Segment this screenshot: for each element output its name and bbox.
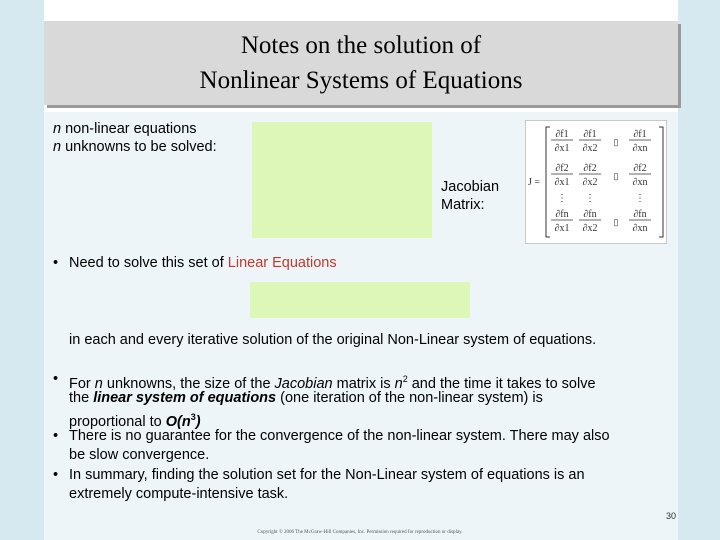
b2-n: n <box>94 375 103 392</box>
b2-jacobian: Jacobian <box>274 375 333 392</box>
copyright-notice: Copyright © 2006 The McGraw-Hill Companies, Inc. Permission required for reproduction or display. <box>257 530 463 535</box>
intro-line-1: non-linear equations <box>61 121 197 137</box>
jacobian-label-line-2: Matrix: <box>441 197 485 213</box>
jacobian-cell-0-0-denominator: ∂x1 <box>554 143 570 154</box>
intro-line-2: unknowns to be solved: <box>61 139 217 155</box>
bullet-dot-2: • <box>53 371 59 387</box>
right-bracket <box>659 127 663 237</box>
jacobian-cell-3-2-ellipsis: ▯ <box>613 217 619 227</box>
b2-l3-close: ) <box>195 413 201 430</box>
jacobian-cell-0-2-ellipsis: ▯ <box>613 137 619 147</box>
b2-big-o: O(n <box>165 413 191 430</box>
b2-text-g: and the time it takes to solve <box>407 375 596 392</box>
jacobian-cell-1-1-numerator: ∂f2 <box>583 163 597 174</box>
b2-text-a: For <box>69 375 95 392</box>
b2-text-c: unknowns, the size of the <box>102 375 275 392</box>
jacobian-cell-2-3-vdots: ⋮ <box>635 193 645 204</box>
jacobian-cell-1-1-denominator: ∂x2 <box>582 177 598 188</box>
b2-l3-a: proportional to <box>69 413 166 430</box>
bullet-4-line-2: extremely compute-intensive task. <box>69 486 289 502</box>
jacobian-cell-3-3-denominator: ∂xn <box>632 223 648 234</box>
b2-exponent: 2 <box>402 374 408 384</box>
bullet-4-line-1 <box>53 466 585 485</box>
bullet-3-line-1 <box>53 427 610 446</box>
page-number: 30 <box>666 511 677 521</box>
bullet-2-line-2 <box>69 389 543 408</box>
jacobian-label <box>441 178 499 214</box>
jacobian-cell-2-1-vdots: ⋮ <box>585 193 595 204</box>
bullet-1-continuation: in each and every iterative solution of the original Non-Linear system of equations. <box>69 332 597 348</box>
jacobian-cell-0-1-denominator: ∂x2 <box>582 143 598 154</box>
bullet-dot-3: • <box>53 428 59 444</box>
bullet-1-prefix: Need to solve this set of <box>69 255 228 271</box>
jacobian-cell-0-0-numerator: ∂f1 <box>555 129 569 140</box>
jacobian-cell-0-3-numerator: ∂f1 <box>633 129 647 140</box>
jacobian-cell-3-3-numerator: ∂fn <box>633 209 647 220</box>
jacobian-matrix-graphic <box>526 121 666 243</box>
jacobian-cell-3-0-denominator: ∂x1 <box>554 223 570 234</box>
title-line-2: Nonlinear Systems of Equations <box>199 67 523 94</box>
b2-n-squared-base: n <box>394 375 403 392</box>
jacobian-cell-2-0-vdots: ⋮ <box>557 193 567 204</box>
bullet-dot-1: • <box>53 255 59 271</box>
jacobian-cell-0-3-denominator: ∂xn <box>632 143 648 154</box>
linear-equations-box <box>250 282 470 318</box>
b2-l3-exponent: 3 <box>190 412 196 422</box>
jacobian-cell-1-2-ellipsis: ▯ <box>613 171 619 181</box>
bullet-3-line-2: be slow convergence. <box>69 447 210 463</box>
b4-text-1: In summary, finding the solution set for the Non-Linear system of equations is an <box>69 467 585 483</box>
b3-text-1: There is no guarantee for the convergence of the non-linear system. There may also <box>69 428 610 444</box>
jacobian-cells <box>551 129 651 234</box>
jacobian-cell-0-1-numerator: ∂f1 <box>583 129 597 140</box>
jacobian-cell-1-0-denominator: ∂x1 <box>554 177 570 188</box>
bullet-dot-4: • <box>53 467 59 483</box>
b2-linear-system: linear system of equations <box>93 390 277 406</box>
jacobian-cell-1-3-numerator: ∂f2 <box>633 163 647 174</box>
linear-equations-highlight: Linear Equations <box>227 255 337 271</box>
jacobian-cell-3-0-numerator: ∂fn <box>555 209 569 220</box>
nonlinear-equations-box <box>252 122 432 238</box>
left-bracket <box>546 127 550 237</box>
intro-text <box>53 120 217 156</box>
b2-text-e: matrix is <box>332 375 395 392</box>
jacobian-matrix <box>525 120 667 244</box>
title-line-1: Notes on the solution of <box>240 32 482 59</box>
b2-l2-c: (one iteration of the non-linear system) is <box>276 390 543 406</box>
jacobian-label-line-1: Jacobian <box>441 179 500 195</box>
jacobian-cell-1-3-denominator: ∂xn <box>632 177 648 188</box>
b2-l2-a: the <box>69 390 94 406</box>
intro-n-2: n <box>53 139 62 155</box>
jacobian-cell-3-1-numerator: ∂fn <box>583 209 597 220</box>
jacobian-cell-3-1-denominator: ∂x2 <box>582 223 598 234</box>
jacobian-cell-1-0-numerator: ∂f2 <box>555 163 569 174</box>
bullet-1 <box>53 254 337 273</box>
jacobian-symbol: J = <box>528 177 541 188</box>
slide-title <box>44 21 678 105</box>
intro-n-1: n <box>53 121 62 137</box>
